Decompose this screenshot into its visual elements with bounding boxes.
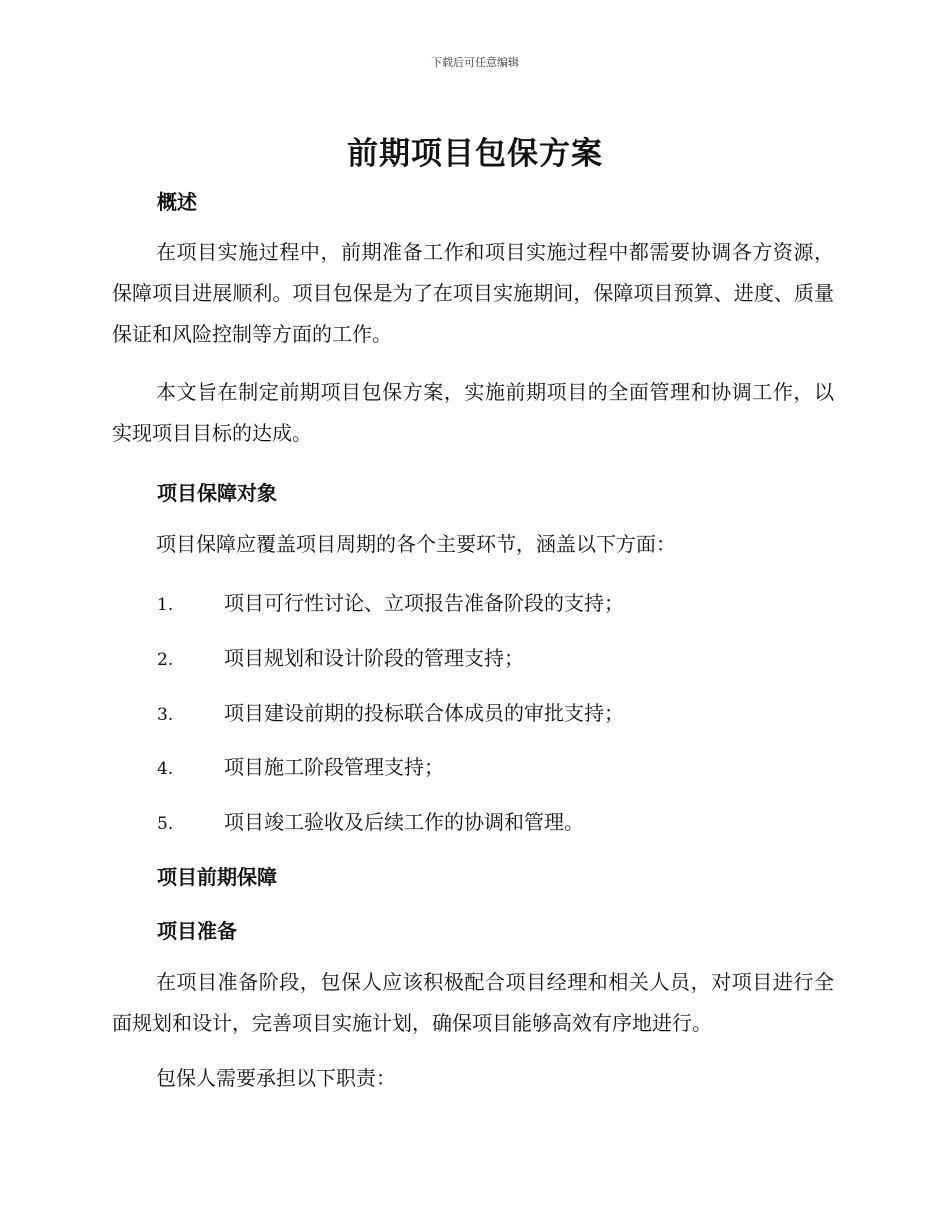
list-item: [157, 587, 624, 616]
list-item: [157, 697, 624, 726]
targets-intro: 项目保障应覆盖项目周期的各个主要环节，涵盖以下方面：: [156, 532, 676, 556]
list-item: [157, 642, 524, 671]
list-item: [157, 806, 584, 835]
section-heading-early-guarantee: 项目前期保障: [157, 865, 277, 889]
list-item-number: 5.: [157, 814, 174, 834]
overview-paragraph-2: 本文旨在制定前期项目包保方案，实施前期项目的全面管理和协调工作，以实现项目目标的达成。: [112, 380, 834, 445]
list-item-text: 项目施工阶段管理支持；: [224, 755, 444, 779]
list-item-text: 项目可行性讨论、立项报告准备阶段的支持；: [224, 591, 624, 615]
list-item-text: 项目建设前期的投标联合体成员的审批支持；: [224, 701, 624, 725]
document-title: 前期项目包保方案: [347, 136, 603, 172]
list-item-text: 项目竣工验收及后续工作的协调和管理。: [224, 810, 584, 834]
list-item-number: 4.: [157, 759, 174, 779]
section-heading-targets: 项目保障对象: [157, 481, 277, 505]
section-heading-preparation: 项目准备: [157, 919, 237, 943]
list-item-number: 2.: [157, 650, 174, 670]
page-header-note: 下载后可任意编辑: [431, 56, 519, 69]
section-heading-overview: 概述: [157, 190, 197, 214]
list-item-number: 3.: [157, 705, 174, 725]
list-item-text: 项目规划和设计阶段的管理支持；: [224, 646, 524, 670]
list-item: [157, 751, 444, 780]
preparation-paragraph-2: 包保人需要承担以下职责：: [156, 1066, 396, 1090]
overview-paragraph-1: 在项目实施过程中，前期准备工作和项目实施过程中都需要协调各方资源，保障项目进展顺利。项目包保是为了在项目实施期间，保障项目预算、进度、质量保证和风险控制等方面的工作。: [112, 240, 834, 346]
list-item-number: 1.: [157, 595, 174, 615]
preparation-paragraph-1: 在项目准备阶段，包保人应该积极配合项目经理和相关人员，对项目进行全面规划和设计，完善项目实施计划，确保项目能够高效有序地进行。: [112, 970, 834, 1035]
